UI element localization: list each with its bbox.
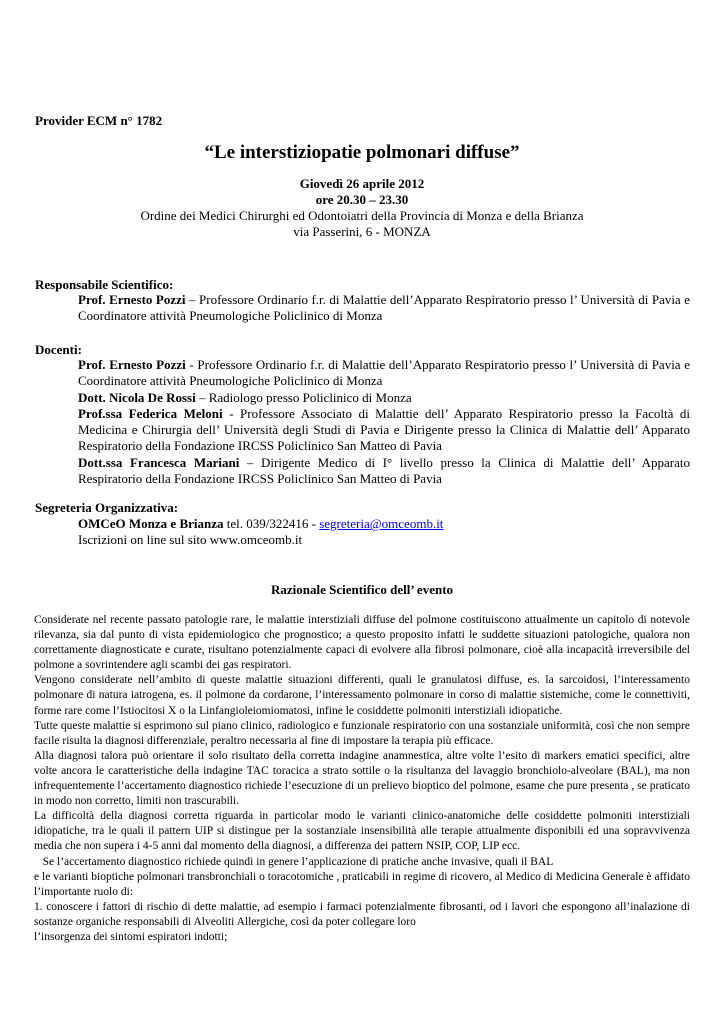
razionale-heading: Razionale Scientifico dell’ evento [270,582,454,597]
docente-desc: - Professore Ordinario f.r. di Malattie dell’Apparato Respiratorio presso l’ Università di Pavia e Coordinatore attività Pneumologiche Policlinico di Monza [78,357,690,389]
docenti-list [78,357,690,487]
body-paragraph: e le varianti bioptiche polmonari transbronchiali o toracotomiche , praticabili in regime di ricovero, al Medico di Medicina Generale è affidato l’importante ruolo di: [34,870,690,898]
segreteria-heading: Segreteria Organizzativa: [35,500,179,515]
body-paragraph: La difficoltà della diagnosi corretta riguarda in particolar modo le varianti clinico-anatomiche delle cosiddette polmoniti interstiziali idiopatiche, tra le quali il pattern UIP si distingue per la sostanziale insensibilità alle terapie attualmente disponibili ed una sopravvivenza media che non supera i 4-5 anni dal momento della diagnosi, a differenza dei pattern NSIP, COP, LIP ecc. [34,810,690,853]
iscrizioni-line: Iscrizioni on line sul sito www.omceomb.it [78,532,303,548]
razionale-body [34,613,690,945]
docente-name: Dott.ssa Francesca Mariani [78,454,240,470]
docente-name: Dott. Nicola De Rossi [78,389,196,405]
event-date: Giovedì 26 aprile 2012 [299,176,425,191]
responsabile-heading: Responsabile Scientifico: [35,277,174,292]
event-title: “Le interstiziopatie polmonari diffuse” [204,142,520,163]
body-paragraph: l’insorgenza dei sintomi espiratori indotti; [34,930,228,943]
segreteria-email-link[interactable]: segreteria@omceomb.it [319,516,444,531]
docente-item [78,390,690,406]
body-paragraph: Tutte queste malattie si esprimono sul piano clinico, radiologico e funzionale respiratorio con una sostanziale uniformità, così che non sempre facile risulta la diagnosi differenziale, peraltro necessaria al fine di impostare la terapia più efficace. [34,719,690,747]
event-venue: Ordine dei Medici Chirurghi ed Odontoiatri della Provincia di Monza e della Brianza [140,208,584,223]
docenti-heading: Docenti: [35,342,82,357]
body-paragraph: Considerate nel recente passato patologie rare, le malattie interstiziali diffuse del polmone costituiscono attualmente un capitolo di notevole rilevanza, sia dal punto di vista epidemiologico che prognostico; a questo proposito infatti le suddette situazioni patologiche, qualora non correttamente diagnosticate e curate, risultano potenzialmente capaci di evolvere alla fibrosi polmonare, cioè alla incapacità irreversibile del polmone a sovrintendere agli scambi dei gas respiratori. [34,614,690,672]
docente-item [78,357,690,390]
event-info [0,176,724,240]
segreteria-entry [78,516,690,549]
event-address: via Passerini, 6 - MONZA [293,224,431,239]
event-time: ore 20.30 – 23.30 [315,192,409,207]
docente-name: Prof. Ernesto Pozzi [78,357,186,372]
body-paragraph: Vengono considerate nell’ambito di queste malattie situazioni differenti, quali le granulatosi diffuse, es. la sarcoidosi, l’interessamento polmonare di natura iatrogena, es. il polmone da cordarone, l’interessamento polmonare in corso di malattie sistemiche, come le connettiviti, forme rare come l’Istiocitosi X o la Linfangioleiomiomatosi, infine le cosiddette polmoniti interstiziali idiopatiche. [34,674,690,717]
segreteria-org: OMCeO Monza e Brianza [78,516,224,531]
docente-name: Prof.ssa Federica Meloni [78,405,223,421]
responsabile-desc: – Professore Ordinario f.r. di Malattie dell’Apparato Respiratorio presso l’ Università di Pavia e Coordinatore attività Pneumologiche Policlinico di Monza [78,292,690,324]
provider-line: Provider ECM n° 1782 [35,113,163,128]
docente-item [78,406,690,455]
body-paragraph: Alla diagnosi talora può orientare il solo risultato della corretta indagine anamnestica, altre volte l’esito di markers ematici specifici, altre volte ancora le caratteristiche della indagine TAC toracica a strato sottile o la risultanza del lavaggio bronchiolo-alveolare (BAL), ma non infrequentemente l’accertamento diagnostico richiede l’esecuzione di un prelievo bioptico del polmone, esame che pure presenta , se praticato in modo non corretto, limiti non trascurabili. [34,749,690,808]
docente-desc: – Radiologo presso Policlinico di Monza [195,389,412,405]
responsabile-name: Prof. Ernesto Pozzi [78,292,186,307]
segreteria-tel: tel. 039/322416 - [223,516,320,531]
body-paragraph: Se l’accertamento diagnostico richiede quindi in genere l’applicazione di pratiche anche invasive, quali il BAL [34,855,554,868]
docente-desc: – Dirigente Medico di I° livello presso la Clinica di Malattie dell’ Apparato Respiratorio della Fondazione IRCSS Policlinico San Matteo di Pavia [78,454,690,487]
body-paragraph: 1. conoscere i fattori di rischio di dette malattie, ad esempio i farmaci potenzialmente fibrosanti, od i lavori che espongono all’inalazione di sostanze organiche responsabili di Alveoliti Allergiche, così da poter collegare loro [34,900,690,928]
docente-desc: - Professore Associato di Malattie dell’ Apparato Respiratorio presso la Facoltà di Medicina e Chirurgia dell’ Università degli Studi di Pavia e Dirigente presso la Clinica di Malattie dell’ Apparato Respiratorio della Fondazione IRCSS Policlinico San Matteo di Pavia [78,405,690,454]
docente-item [78,455,690,488]
responsabile-entry [78,292,690,325]
